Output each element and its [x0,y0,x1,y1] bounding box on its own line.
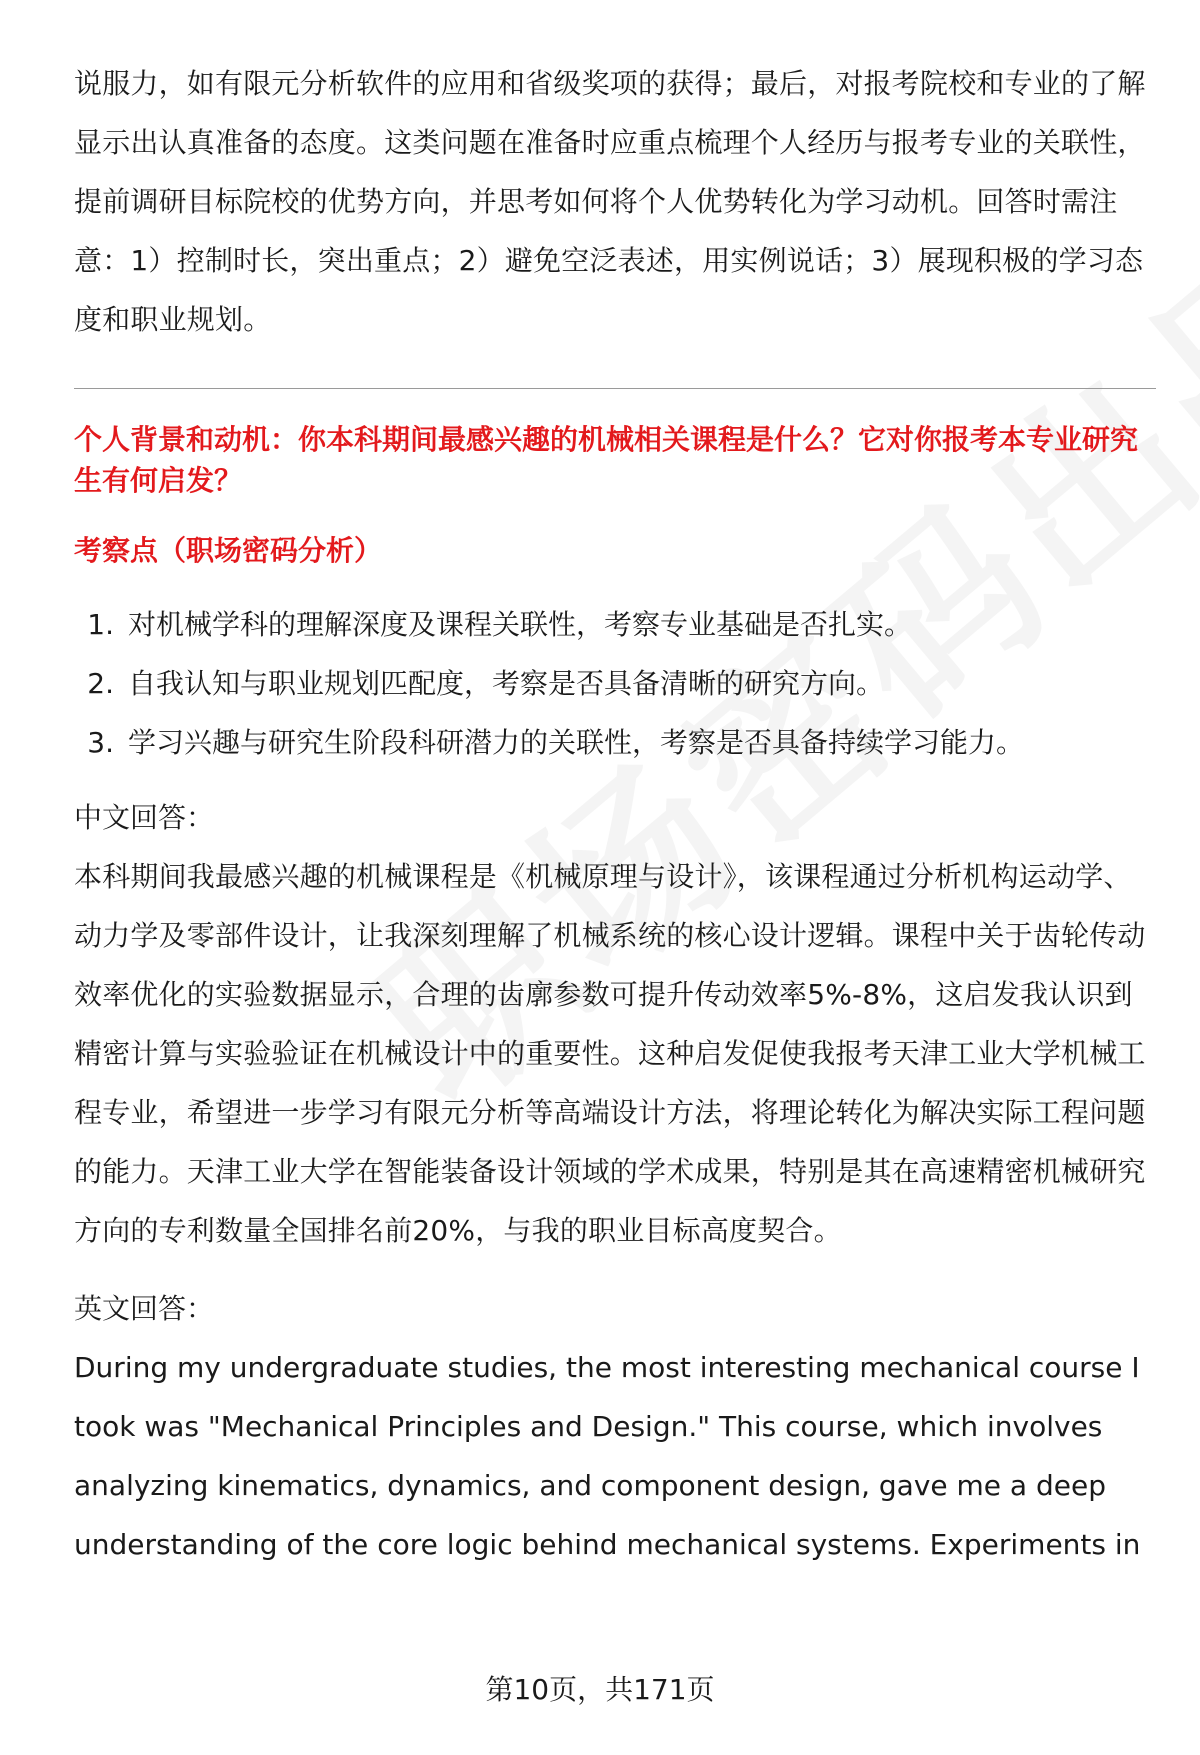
intro-paragraph: 说服力，如有限元分析软件的应用和省级奖项的获得；最后，对报考院校和专业的了解显示出认真准备的态度。这类问题在准备时应重点梳理个人经历与报考专业的关联性，提前调研目标院校的优势方向，并思考如何将个人优势转化为学习动机。回答时需注意：1）控制时长，突出重点；2）避免空泛表述，用实例说话；3）展现积极的学习态度和职业规划。 [74,67,1146,336]
list-text: 自我认知与职业规划匹配度，考察是否具备清晰的研究方向。 [128,667,885,700]
english-answer: During my undergraduate studies, the most interesting mechanical course I took was "Mechanical Principles and Design." This course, which involves analyzing kinematics, dynamics, and component design, gave me a deep understanding of the core logic behind mechanical systems. Experiments in [74,1351,1141,1561]
list-item [74,595,1156,654]
list-number: 3. [87,726,114,759]
assessment-heading: 考察点（职场密码分析） [74,534,383,567]
document-page [74,54,1156,1574]
section-divider [74,388,1156,389]
page-footer: 第10页，共171页 [485,1673,715,1706]
english-answer-label: 英文回答： [74,1292,215,1325]
list-text: 学习兴趣与研究生阶段科研潜力的关联性，考察是否具备持续学习能力。 [128,726,1025,759]
chinese-answer: 本科期间我最感兴趣的机械课程是《机械原理与设计》，该课程通过分析机构运动学、动力学及零部件设计，让我深刻理解了机械系统的核心设计逻辑。课程中关于齿轮传动效率优化的实验数据显示，合理的齿廓参数可提升传动效率5%-8%，这启发我认识到精密计算与实验验证在机械设计中的重要性。这种启发促使我报考天津工业大学机械工程专业，希望进一步学习有限元分析等高端设计方法，将理论转化为解决实际工程问题的能力。天津工业大学在智能装备设计领域的学术成果，特别是其在高速精密机械研究方向的专利数量全国排名前20%，与我的职业目标高度契合。 [74,860,1146,1247]
list-item [74,654,1156,713]
question-heading: 个人背景和动机：你本科期间最感兴趣的机械相关课程是什么？它对你报考本专业研究生有何启发？ [74,423,1139,497]
chinese-answer-label: 中文回答： [74,801,215,834]
list-text: 对机械学科的理解深度及课程关联性，考察专业基础是否扎实。 [128,608,913,641]
list-item [74,713,1156,772]
assessment-list [74,595,1156,772]
list-number: 1. [87,608,114,641]
list-number: 2. [87,667,114,700]
